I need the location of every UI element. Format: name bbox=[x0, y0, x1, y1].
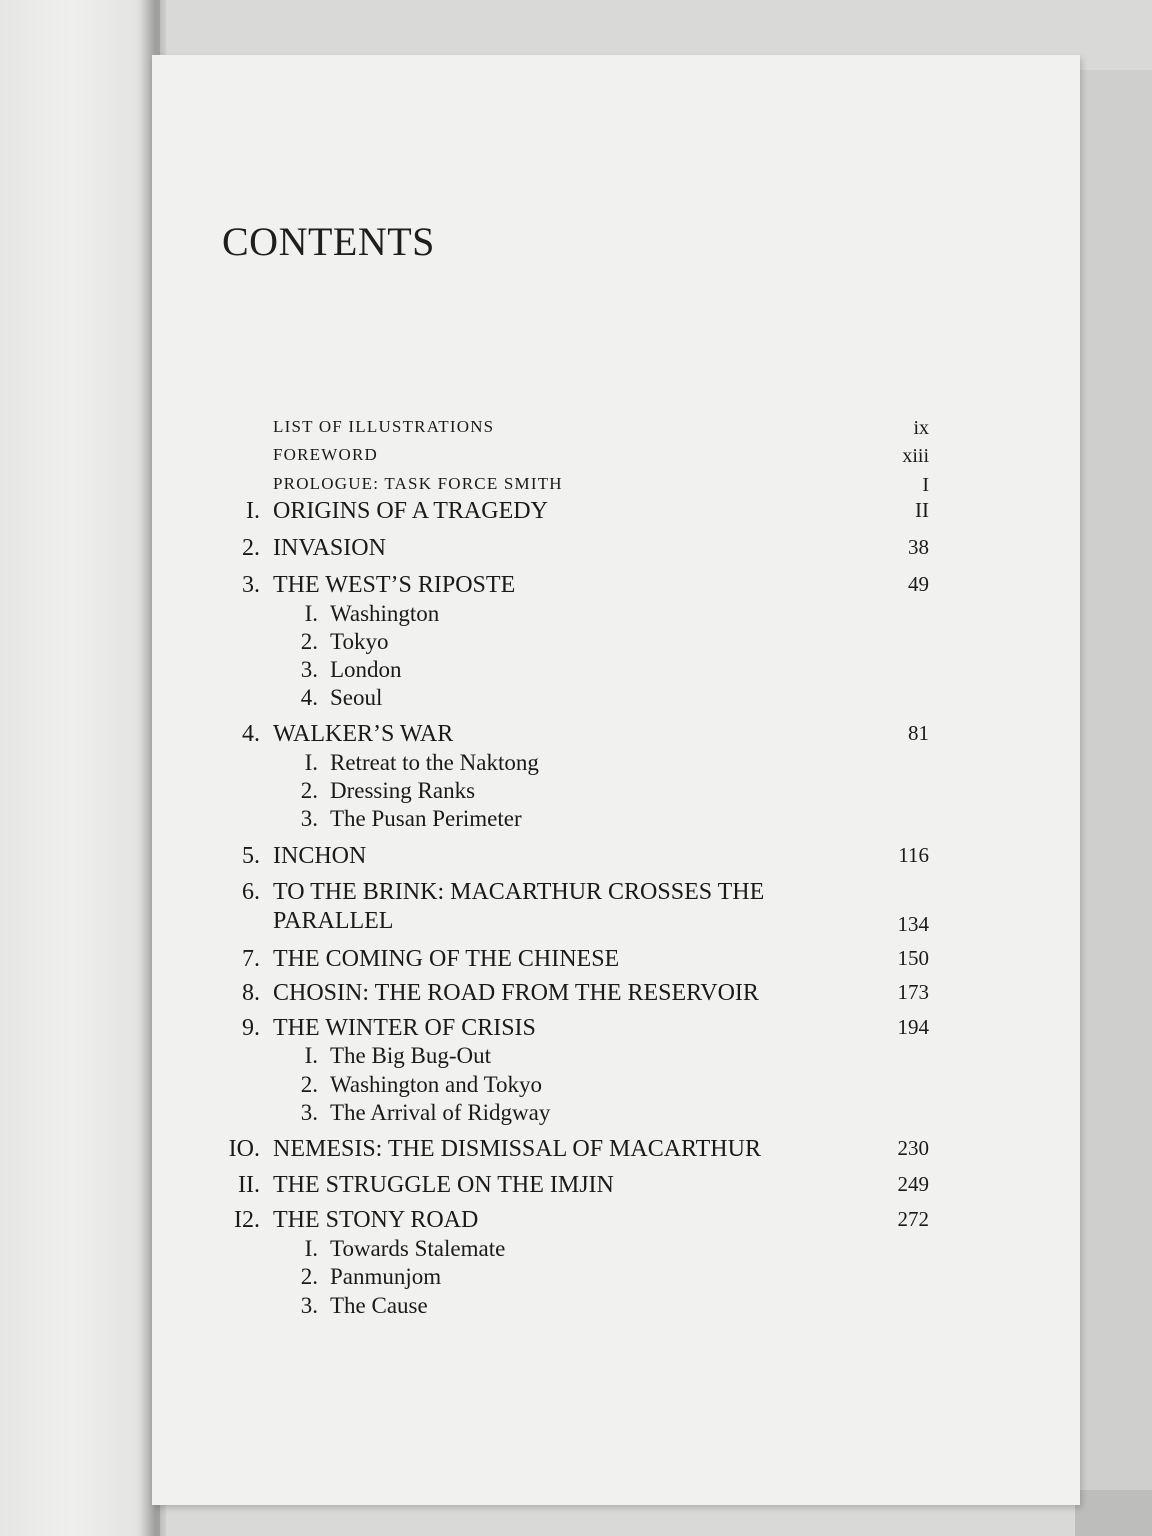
page-title: CONTENTS bbox=[222, 219, 435, 264]
section-title: Washington and Tokyo bbox=[330, 1072, 543, 1097]
chapter-title: ORIGINS OF A TRAGEDY bbox=[273, 498, 548, 524]
chapter-number: II. bbox=[238, 1172, 260, 1198]
entry-title: PROLOGUE: TASK FORCE SMITH bbox=[273, 474, 563, 493]
chapter-number: 9. bbox=[242, 1015, 260, 1041]
chapter-number: I2. bbox=[234, 1207, 260, 1233]
section-title: London bbox=[330, 657, 402, 682]
chapter-page: 81 bbox=[908, 721, 929, 745]
chapter-number: 7. bbox=[242, 946, 260, 972]
chapter-title: WALKER’S WAR bbox=[273, 721, 454, 747]
chapter-page: 249 bbox=[897, 1172, 929, 1196]
chapter-page: II bbox=[915, 498, 929, 522]
chapter-number: IO. bbox=[228, 1136, 260, 1162]
section-title: Tokyo bbox=[330, 629, 389, 654]
chapter-page: 230 bbox=[897, 1136, 929, 1160]
chapter-page: 116 bbox=[898, 843, 929, 867]
section-title: Seoul bbox=[330, 685, 383, 710]
chapter-page: 173 bbox=[897, 980, 929, 1004]
section-number: 3. bbox=[300, 1100, 318, 1125]
chapter-number: 2. bbox=[242, 535, 260, 561]
chapter-title: PARALLEL bbox=[273, 908, 394, 934]
section-number: 3. bbox=[300, 1293, 318, 1318]
entry-page: ix bbox=[913, 417, 929, 439]
section-number: 2. bbox=[300, 629, 318, 654]
section-number: I. bbox=[304, 1236, 318, 1261]
chapter-title: THE COMING OF THE CHINESE bbox=[273, 946, 620, 972]
section-number: 2. bbox=[300, 1072, 318, 1097]
section-number: 4. bbox=[300, 685, 318, 710]
section-number: I. bbox=[304, 601, 318, 626]
section-title: The Big Bug-Out bbox=[330, 1043, 491, 1068]
section-title: Towards Stalemate bbox=[330, 1236, 506, 1261]
section-number: 3. bbox=[300, 657, 318, 682]
chapter-title: NEMESIS: THE DISMISSAL OF MACARTHUR bbox=[273, 1136, 761, 1162]
section-title: The Pusan Perimeter bbox=[330, 806, 522, 831]
chapter-title: INVASION bbox=[273, 535, 386, 561]
entry-title: LIST OF ILLUSTRATIONS bbox=[273, 417, 495, 436]
section-number: 2. bbox=[300, 778, 318, 803]
chapter-title: TO THE BRINK: MACARTHUR CROSSES THE bbox=[273, 879, 765, 905]
chapter-title: THE STRUGGLE ON THE IMJIN bbox=[273, 1172, 614, 1198]
chapter-title: THE WEST’S RIPOSTE bbox=[273, 572, 516, 598]
section-number: 3. bbox=[300, 806, 318, 831]
section-title: Panmunjom bbox=[330, 1264, 442, 1289]
section-title: Dressing Ranks bbox=[330, 778, 476, 803]
entry-page: xiii bbox=[902, 445, 929, 467]
chapter-number: I. bbox=[246, 498, 260, 524]
section-number: I. bbox=[304, 1043, 318, 1068]
chapter-number: 3. bbox=[242, 572, 260, 598]
chapter-page: 49 bbox=[908, 572, 929, 596]
entry-title: FOREWORD bbox=[273, 445, 378, 464]
chapter-title: INCHON bbox=[273, 843, 367, 869]
chapter-page: 194 bbox=[897, 1015, 929, 1039]
chapter-number: 4. bbox=[242, 721, 260, 747]
chapter-page: 272 bbox=[897, 1207, 929, 1231]
chapter-number: 8. bbox=[242, 980, 260, 1006]
section-number: 2. bbox=[300, 1264, 318, 1289]
chapter-title: CHOSIN: THE ROAD FROM THE RESERVOIR bbox=[273, 980, 759, 1006]
chapter-title: THE STONY ROAD bbox=[273, 1207, 479, 1233]
chapter-page: 134 bbox=[897, 912, 929, 936]
chapter-title: THE WINTER OF CRISIS bbox=[273, 1015, 536, 1041]
section-title: Washington bbox=[330, 601, 440, 626]
chapter-number: 5. bbox=[242, 843, 260, 869]
section-number: I. bbox=[304, 750, 318, 775]
section-title: The Cause bbox=[330, 1293, 428, 1318]
entry-page: I bbox=[922, 474, 929, 496]
chapter-page: 150 bbox=[897, 946, 929, 970]
chapter-page: 38 bbox=[908, 535, 929, 559]
facing-page bbox=[0, 0, 160, 1536]
section-title: The Arrival of Ridgway bbox=[330, 1100, 551, 1125]
section-title: Retreat to the Naktong bbox=[330, 750, 539, 775]
page-edge bbox=[1080, 70, 1152, 1536]
table-surface bbox=[1075, 1490, 1152, 1536]
chapter-number: 6. bbox=[242, 879, 260, 905]
